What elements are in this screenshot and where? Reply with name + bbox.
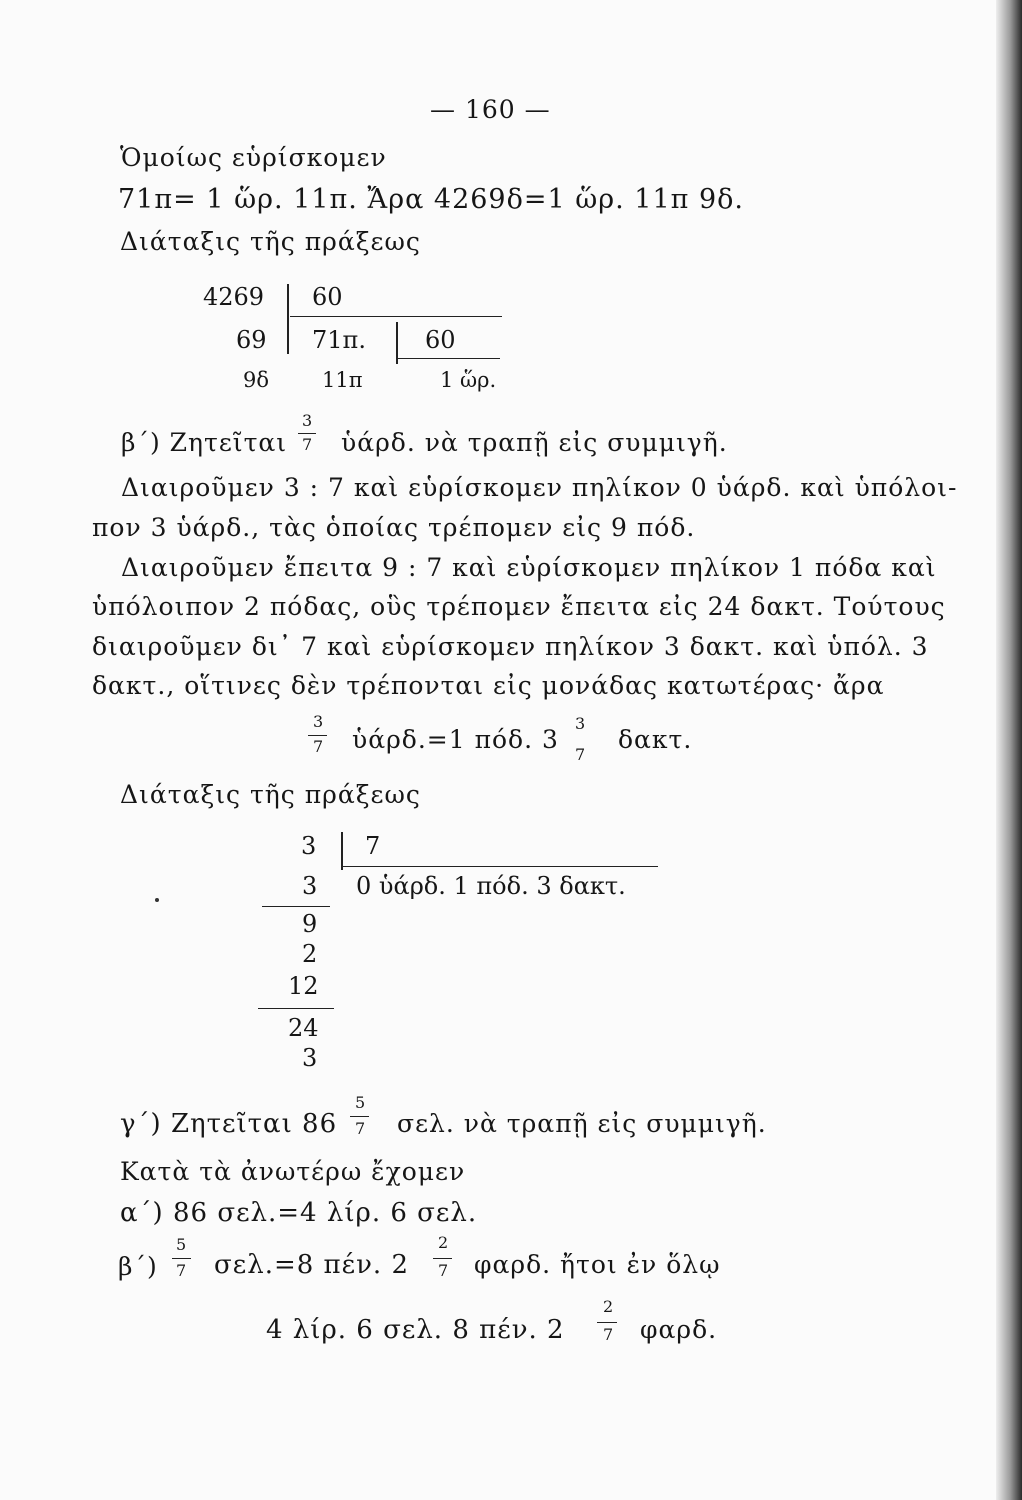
intro-line-1: Ὁμοίως εὑρίσκομεν bbox=[120, 143, 387, 172]
part-c-b-end: φαρδ. ἤτοι ἐν ὅλῳ bbox=[474, 1250, 721, 1279]
part-b-frac-den: 7 bbox=[302, 435, 313, 454]
intro-line-2: 71π= 1 ὥρ. 11π. Ἄρα 4269δ=1 ὥρ. 11π 9δ. bbox=[118, 184, 744, 215]
final-result-end: φαρδ. bbox=[640, 1315, 718, 1344]
part-b-p2-line3: διαιροῦμεν δι᾽ 7 καὶ εὑρίσκομεν πηλίκον 3 δακτ. καὶ ὑπόλ. 3 bbox=[92, 632, 929, 661]
division1-dividend: 4269 bbox=[203, 283, 265, 311]
final-frac-num: 2 bbox=[603, 1297, 614, 1316]
division2-step-rule-2 bbox=[258, 1008, 334, 1009]
division1-rule2 bbox=[398, 358, 500, 359]
eq-frac-den: 7 bbox=[313, 737, 324, 756]
part-c-label: γ΄) Ζητεῖται 86 bbox=[120, 1109, 338, 1139]
part-c-text: σελ. νὰ τραπῇ εἰς συμμιγῆ. bbox=[397, 1109, 767, 1138]
part-c-frac-num: 5 bbox=[355, 1093, 366, 1112]
part-b-p2-line2: ὑπόλοιπον 2 πόδας, οὓς τρέπομεν ἔπειτα εἰς 24 δακτ. Τούτους bbox=[92, 592, 946, 621]
division2-step-4: 12 bbox=[288, 972, 319, 1000]
part-c-line-2: Κατὰ τὰ ἀνωτέρω ἔχομεν bbox=[120, 1157, 466, 1186]
division2-step-1: 3 bbox=[302, 872, 318, 900]
division2-step-2: 9 bbox=[302, 910, 318, 938]
division2-vbar bbox=[341, 832, 343, 870]
part-b-label: β΄) Ζητεῖται bbox=[121, 428, 288, 457]
division2-step-3: 2 bbox=[302, 940, 318, 968]
eq-end: δακτ. bbox=[618, 725, 693, 754]
layout-heading-1: Διάταξις τῆς πράξεως bbox=[120, 227, 421, 256]
eq-frac-bar bbox=[308, 735, 327, 736]
eq-frac2-num: 3 bbox=[575, 714, 586, 733]
part-b-text: ὑάρδ. νὰ τραπῇ εἰς συμμιγῆ. bbox=[341, 428, 728, 457]
part-b-frac-num: 3 bbox=[302, 411, 313, 430]
division2-step-5: 24 bbox=[288, 1014, 319, 1042]
part-b-frac-bar bbox=[298, 433, 316, 434]
division2-step-rule-1 bbox=[262, 906, 330, 907]
page-edge-shadow bbox=[996, 0, 1022, 1500]
page-number: — 160 — bbox=[430, 95, 551, 124]
part-c-frac-den: 7 bbox=[355, 1119, 366, 1138]
final-frac-bar bbox=[597, 1322, 617, 1323]
division2-dividend: 3 bbox=[301, 832, 317, 860]
division1-remainder-sec: 9δ bbox=[243, 368, 270, 392]
part-b-p2-line4: δακτ., οἵτινες δὲν τρέπονται εἰς μονάδας κατωτέρας· ἄρα bbox=[92, 671, 885, 700]
stray-dot bbox=[155, 898, 159, 902]
part-c-b-frac2-num: 2 bbox=[438, 1233, 449, 1252]
part-b-p1-line2: πον 3 ὑάρδ., τὰς ὁποίας τρέπομεν εἰς 9 πόδ. bbox=[92, 513, 696, 542]
division1-divisor2: 60 bbox=[425, 326, 456, 354]
division1-quotient2: 1 ὥρ. bbox=[440, 368, 497, 392]
division2-step-6: 3 bbox=[302, 1044, 318, 1072]
part-c-b-label: β΄) bbox=[118, 1252, 158, 1281]
division1-quotient: 71π. bbox=[312, 326, 366, 354]
part-c-b-frac2-den: 7 bbox=[438, 1261, 449, 1280]
final-result-start: 4 λίρ. 6 σελ. 8 πέν. 2 bbox=[266, 1315, 565, 1345]
final-frac-den: 7 bbox=[603, 1325, 614, 1344]
eq-middle: ὑάρδ.=1 πόδ. 3 bbox=[352, 725, 559, 754]
eq-frac-num: 3 bbox=[313, 712, 324, 731]
part-c-b-frac-bar bbox=[172, 1258, 191, 1259]
division1-rule bbox=[290, 316, 502, 317]
division2-rule bbox=[342, 866, 658, 867]
part-b-p2-line1: Διαιροῦμεν ἔπειτα 9 : 7 καὶ εὑρίσκομεν πηλίκον 1 πόδα καὶ bbox=[121, 553, 937, 582]
division1-remainder-min: 11π bbox=[322, 368, 363, 392]
division1-divisor: 60 bbox=[312, 283, 343, 311]
part-c-b-middle: σελ.=8 πέν. 2 bbox=[214, 1250, 409, 1280]
layout-heading-2: Διάταξις τῆς πράξεως bbox=[120, 780, 421, 809]
part-b-p1-line1: Διαιροῦμεν 3 : 7 καὶ εὑρίσκομεν πηλίκον 0 ὑάρδ. καὶ ὑπόλοι- bbox=[121, 473, 958, 502]
eq-frac2-den: 7 bbox=[575, 745, 586, 764]
part-c-b-frac2-bar bbox=[433, 1258, 452, 1259]
part-c-frac-bar bbox=[350, 1116, 369, 1117]
division1-remainder: 69 bbox=[236, 326, 267, 354]
division2-divisor: 7 bbox=[365, 832, 381, 860]
division1-bar bbox=[287, 284, 289, 354]
part-c-line-3: α΄) 86 σελ.=4 λίρ. 6 σελ. bbox=[120, 1198, 478, 1228]
part-c-b-frac-num: 5 bbox=[176, 1235, 187, 1254]
division2-quotient: 0 ὑάρδ. 1 πόδ. 3 δακτ. bbox=[356, 872, 626, 900]
part-c-b-frac-den: 7 bbox=[176, 1261, 187, 1280]
